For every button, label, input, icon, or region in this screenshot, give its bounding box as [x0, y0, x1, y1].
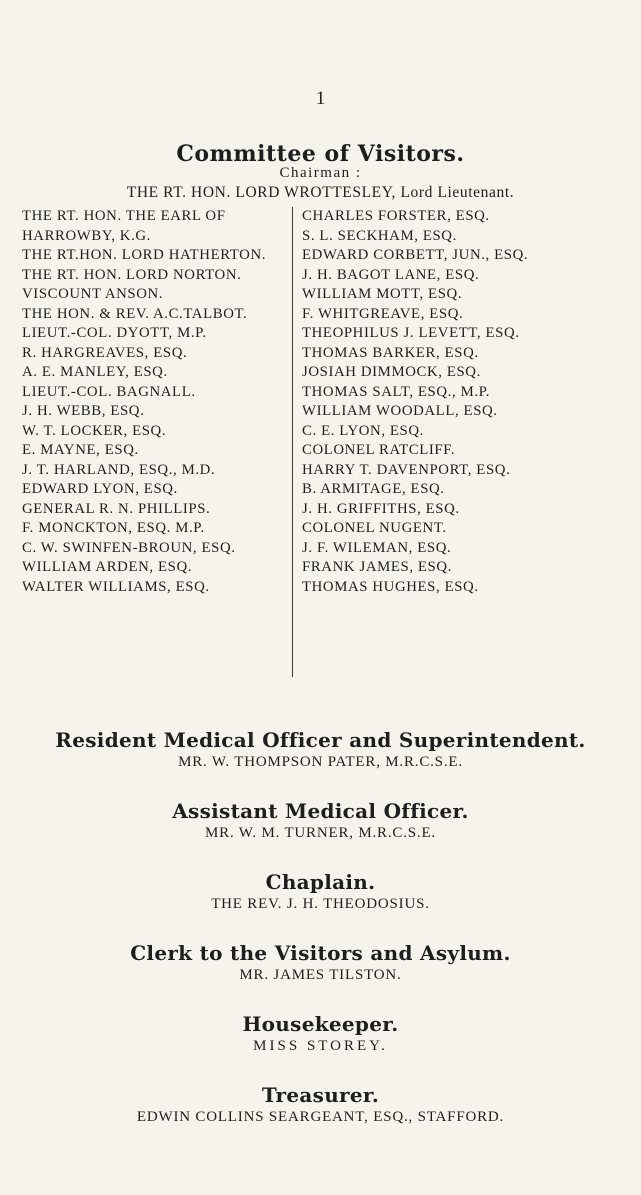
officer-section-housekeeper — [0, 1012, 641, 1056]
list-item: WILLIAM ARDEN, ESQ. — [22, 559, 193, 575]
list-item: E. MAYNE, ESQ. — [22, 442, 139, 458]
page-number: 1 — [315, 88, 326, 109]
list-item: J. H. GRIFFITHS, ESQ. — [302, 500, 460, 517]
list-item: THOMAS HUGHES, ESQ. — [302, 578, 479, 595]
officer-section-clerk — [0, 941, 641, 985]
list-item: J. H. BAGOT LANE, ESQ. — [302, 266, 480, 283]
list-item: C. W. SWINFEN-BROUN, ESQ. — [22, 539, 236, 556]
list-item: CHARLES FORSTER, ESQ. — [302, 208, 490, 224]
officer-section-assistant — [0, 799, 641, 843]
officer-name: MR. JAMES TILSTON. — [239, 967, 402, 983]
list-item: LIEUT.-COL. BAGNALL. — [22, 383, 196, 400]
section-heading: Housekeeper. — [242, 1012, 399, 1036]
list-item: COLONEL NUGENT. — [302, 520, 447, 536]
list-item: J. F. WILEMAN, ESQ. — [302, 539, 452, 556]
list-item: HARRY T. DAVENPORT, ESQ. — [302, 461, 511, 478]
list-item: THEOPHILUS J. LEVETT, ESQ. — [302, 325, 520, 341]
section-heading: Treasurer. — [261, 1083, 380, 1107]
list-item: WILLIAM WOODALL, ESQ. — [302, 403, 498, 419]
list-item: F. WHITGREAVE, ESQ. — [302, 305, 464, 322]
list-item: F. MONCKTON, ESQ. M.P. — [22, 520, 205, 536]
list-item: C. E. LYON, ESQ. — [302, 422, 424, 439]
column-divider — [292, 207, 293, 677]
section-heading: Resident Medical Officer and Superintendent. — [55, 728, 586, 752]
list-item: THE HON. & REV. A.C.TALBOT. — [22, 305, 248, 322]
list-item: S. L. SECKHAM, ESQ. — [302, 227, 457, 244]
list-item: J. T. HARLAND, ESQ., M.D. — [22, 461, 216, 478]
officer-name: MR. W. M. TURNER, M.R.C.S.E. — [205, 825, 436, 841]
section-heading: Clerk to the Visitors and Asylum. — [130, 941, 511, 965]
list-item: THE RT. HON. LORD NORTON. — [22, 266, 242, 283]
list-item: J. H. WEBB, ESQ. — [22, 403, 145, 419]
list-item: W. T. LOCKER, ESQ. — [22, 422, 167, 439]
officer-name: MR. W. THOMPSON PATER, M.R.C.S.E. — [178, 754, 463, 770]
list-item: LIEUT.-COL. DYOTT, M.P. — [22, 325, 207, 341]
list-item: JOSIAH DIMMOCK, ESQ. — [302, 364, 481, 380]
list-item: EDWARD LYON, ESQ. — [22, 481, 178, 497]
list-item: VISCOUNT ANSON. — [22, 286, 164, 302]
officer-name: MISS STOREY. — [253, 1038, 388, 1054]
officer-section-treasurer — [0, 1083, 641, 1127]
list-item: THOMAS BARKER, ESQ. — [302, 344, 479, 361]
list-item: FRANK JAMES, ESQ. — [302, 559, 452, 575]
section-heading: Assistant Medical Officer. — [172, 799, 469, 823]
section-heading: Chaplain. — [265, 870, 376, 894]
officer-name: THE REV. J. H. THEODOSIUS. — [211, 896, 430, 912]
list-item: THE RT. HON. THE EARL OF HARROWBY, K.G. — [22, 208, 226, 244]
list-item: GENERAL R. N. PHILLIPS. — [22, 500, 211, 517]
page-title: Committee of Visitors. — [176, 141, 465, 167]
list-item: EDWARD CORBETT, JUN., ESQ. — [302, 247, 529, 263]
visitors-right-column — [302, 207, 632, 597]
officer-section-resident — [0, 728, 641, 772]
officer-name: EDWIN COLLINS SEARGEANT, ESQ., STAFFORD. — [136, 1109, 505, 1125]
officer-section-chaplain — [0, 870, 641, 914]
chairman-name: THE RT. HON. LORD WROTTESLEY, Lord Lieutenant. — [126, 184, 515, 201]
list-item: WILLIAM MOTT, ESQ. — [302, 286, 463, 302]
chairman-label: Chairman : — [279, 165, 362, 181]
list-item: A. E. MANLEY, ESQ. — [22, 364, 168, 380]
list-item: R. HARGREAVES, ESQ. — [22, 344, 188, 361]
list-item: COLONEL RATCLIFF. — [302, 442, 456, 458]
visitors-left-column — [22, 207, 284, 597]
list-item: WALTER WILLIAMS, ESQ. — [22, 578, 210, 595]
list-item: THOMAS SALT, ESQ., M.P. — [302, 383, 491, 400]
list-item: B. ARMITAGE, ESQ. — [302, 481, 445, 497]
list-item: THE RT.HON. LORD HATHERTON. — [22, 247, 267, 263]
